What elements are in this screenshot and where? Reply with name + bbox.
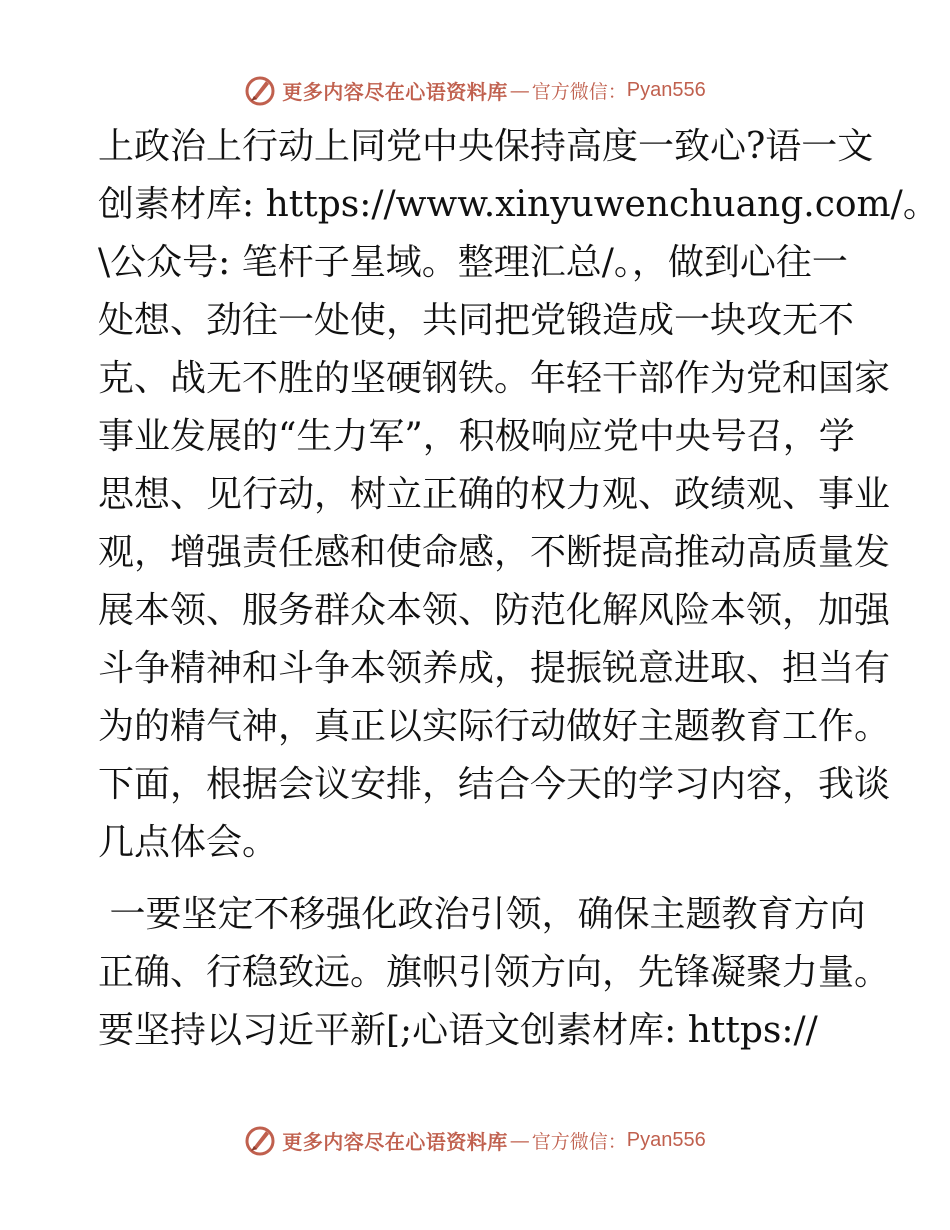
text-line: 几点体会。 (98, 822, 279, 863)
banner-wechat-id: Pyan556 (626, 1128, 706, 1151)
document-body (98, 118, 939, 1060)
paragraph-2 (98, 886, 891, 1060)
text-line: 下面，根据会议安排，结合今天的学习内容，我谈 (98, 764, 891, 805)
text-line: 处想、劲往一处使，共同把党锻造成一块攻无不 (98, 300, 855, 341)
banner-separator: — (509, 1128, 530, 1152)
text-line: 思想、见行动，树立正确的权力观、政绩观、事业 (98, 474, 891, 515)
banner-separator: — (509, 78, 530, 102)
banner-wechat-id: Pyan556 (626, 78, 706, 101)
text-line: 正确、行稳致远。旗帜引领方向，先锋凝聚力量。 (98, 952, 891, 993)
quill-logo-icon (244, 1124, 276, 1156)
text-line: 事业发展的“生力军”，积极响应党中央号召，学 (98, 416, 855, 457)
banner-text: 更多内容尽在心语资料库 (282, 1129, 508, 1154)
text-line: 创素材库: https://www.xinyuwenchuang.com/。 (98, 184, 939, 225)
banner-text: 更多内容尽在心语资料库 (282, 79, 508, 104)
header-banner (0, 72, 950, 108)
text-line: 上政治上行动上同党中央保持高度一致心?语一文 (98, 126, 874, 167)
text-line: 斗争精神和斗争本领养成，提振锐意进取、担当有 (98, 648, 891, 689)
text-line: 要坚持以习近平新[;心语文创素材库: https:// (98, 1010, 818, 1051)
footer-banner (0, 1122, 950, 1158)
text-line: 观，增强责任感和使命感，不断提高推动高质量发 (98, 532, 891, 573)
banner-contact-label: 官方微信： (531, 80, 627, 103)
banner-contact-label: 官方微信： (531, 1130, 627, 1153)
text-line: 为的精气神，真正以实际行动做好主题教育工作。 (98, 706, 891, 747)
text-line: 展本领、服务群众本领、防范化解风险本领，加强 (98, 590, 891, 631)
text-line: \公众号: 笔杆子星域。整理汇总/。，做到心往一 (98, 242, 848, 283)
paragraph-1 (98, 118, 939, 872)
text-line: 一要坚定不移强化政治引领，确保主题教育方向 (98, 894, 866, 935)
text-line: 克、战无不胜的坚硬钢铁。年轻干部作为党和国家 (98, 358, 891, 399)
quill-logo-icon (244, 74, 276, 106)
